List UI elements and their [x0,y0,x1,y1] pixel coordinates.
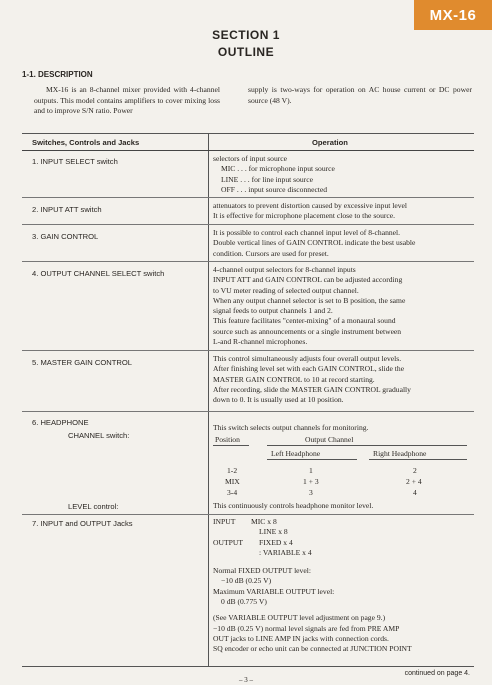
col-header-controls: Switches, Controls and Jacks [32,138,140,147]
row-operation: This control simultaneously adjusts four overall output levels. After finishing level set with each GAIN CONTROL, slide the MASTER GAIN CONTROL to 10 at record starting. After recording, slide the MASTER GAIN CONTROL gradually down to 0. It is usually used at 10 position. [213,354,411,405]
row-label: 6. HEADPHONE [32,418,89,427]
row-operation: 4-channel output selectors for 8-channel inputs INPUT ATT and GAIN CONTROL can be adjusted according to VU meter reading of selected output channel. When any output channel selector is set to B position, the same signal feeds to output channels 1 and 2. This feature facilitates "center-mixing" of a monaural sound source such as announcements or a single instrument between L-and R-channel microphones. [213,265,406,347]
page-number: – 3 – [239,676,253,684]
hp-position: MIX [225,477,240,486]
header-rule [22,150,474,151]
hp-col-right: Right Headphone [373,449,427,458]
continued-note: continued on page 4. [404,670,470,677]
section-title: OUTLINE [217,45,275,59]
row-divider [22,197,474,198]
section-number: SECTION 1 [212,28,280,42]
description-heading: 1-1. DESCRIPTION [22,70,93,79]
column-divider [208,134,209,666]
hp-col-position: Position [215,435,240,444]
row-divider [22,350,474,351]
hp-position: 3-4 [227,488,238,497]
level-control-label: LEVEL control: [68,502,119,511]
row-divider [22,261,474,262]
hp-col-left: Left Headphone [271,449,321,458]
row-operation: It is possible to control each channel input level of 8-channel. Double vertical lines of GAIN CONTROL indicate the best usable condition. Cursors are used for preset. [213,228,416,258]
col-header-operation: Operation [312,138,348,147]
row-label: 4. OUTPUT CHANNEL SELECT switch [32,269,165,278]
hp-left: 1 [309,466,313,475]
row-label: 5. MASTER GAIN CONTROL [32,358,132,367]
hp-rule [213,445,249,446]
hp-right: 2 + 4 [406,477,422,486]
hp-rule [369,459,467,460]
hp-right: 2 [413,466,417,475]
headphone-level-text: This continuously controls headphone monitor level. [213,501,374,510]
row-divider [22,514,474,515]
row-operation: selectors of input source MIC . . . for microphone input source LINE . . . for line input source OFF . . . input source disconnected [213,154,335,194]
description-left: MX-16 is an 8-channel mixer provided with 4-channel outputs. This model contains amplifiers to cover mixing loss and to improve S/N ratio. Power [34,85,220,115]
row-label: 3. GAIN CONTROL [32,232,99,241]
hp-left: 1 + 3 [303,477,319,486]
hp-left: 3 [309,488,313,497]
row-label: 7. INPUT and OUTPUT Jacks [32,519,133,528]
row-operation: attenuators to prevent distortion caused by excessive input level It is effective for microphone placement close to the source. [213,201,408,221]
row-divider [22,224,474,225]
hp-position: 1-2 [227,466,238,475]
hp-rule [267,445,467,446]
row-divider [22,411,474,412]
controls-table [22,133,474,667]
hp-col-output: Output Channel [305,435,354,444]
jacks-operation: INPUT MIC x 8 LINE x 8 OUTPUT FIXED x 4 : VARIABLE x 4 Normal FIXED OUTPUT level: −10 dB (0.25 V) Maximum VARIABLE OUTPUT level: 0 dB (0.775 V) (See VARIABLE OUTPUT level adjustment on page 9.) −10 dB (0.25 V) normal level signals are fed from PRE AMP OUT jacks to LINE AMP IN jacks with connection cords. SQ encoder or echo unit can be connected at JUNCTION POINT [213,517,412,654]
model-tab: MX-16 [414,0,492,30]
channel-switch-label: CHANNEL switch: [68,431,130,440]
hp-right: 4 [413,488,417,497]
row-label: 1. INPUT SELECT switch [32,157,118,166]
description-right: supply is two-ways for operation on AC house current or DC power source (48 V). [248,85,472,105]
hp-rule [267,459,357,460]
row-label: 2. INPUT ATT switch [32,205,102,214]
headphone-intro: This switch selects output channels for monitoring. [213,423,369,432]
